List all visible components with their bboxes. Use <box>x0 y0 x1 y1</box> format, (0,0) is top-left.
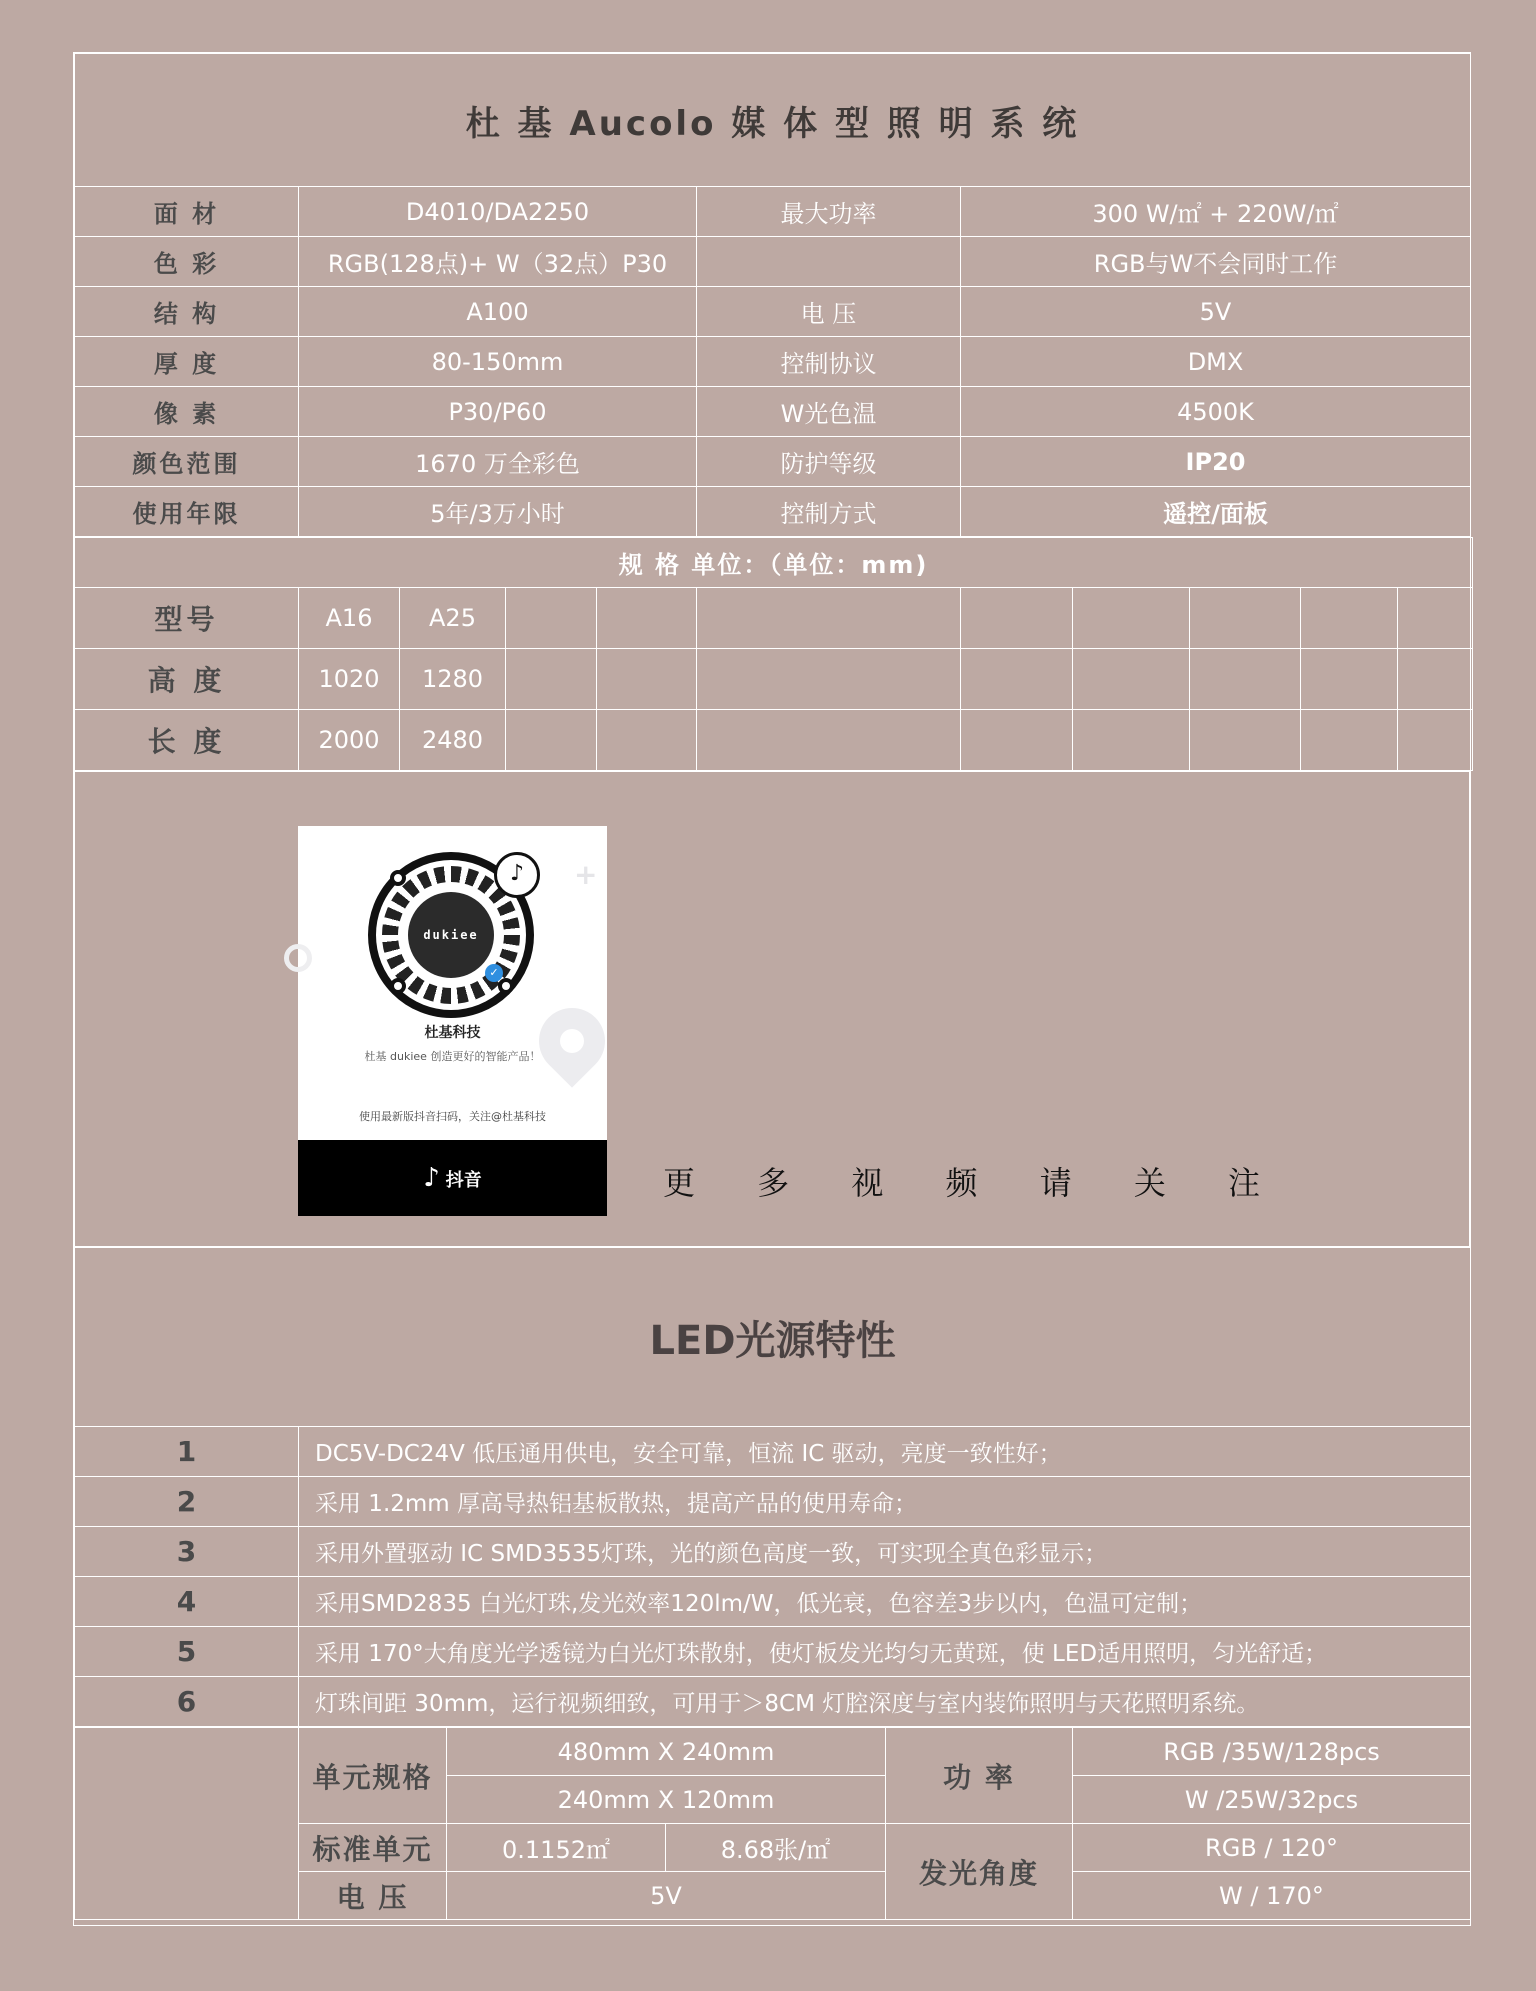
spec-value: 5年/3万小时 <box>299 487 697 537</box>
app-name: 抖音 <box>445 1170 482 1191</box>
size-cell-empty <box>597 649 697 710</box>
spec-label-2: 电 压 <box>697 287 961 337</box>
qr-code-logo: dukiee <box>408 892 494 978</box>
size-cell-empty <box>506 588 597 649</box>
led-section-title: LED光源特性 <box>75 1248 1471 1427</box>
size-cell-empty <box>1301 649 1398 710</box>
unit-power-label: 功 率 <box>886 1728 1073 1824</box>
size-cell-empty <box>697 710 961 771</box>
spec-value-2: IP20 <box>961 437 1471 487</box>
douyin-qr-card[interactable] <box>298 826 607 1216</box>
feature-row <box>75 1527 1471 1577</box>
feature-row <box>75 1427 1471 1477</box>
unit-spec-value: 240mm X 120mm <box>447 1776 886 1824</box>
feature-number: 2 <box>75 1477 299 1527</box>
feature-text: DC5V-DC24V 低压通用供电，安全可靠，恒流 IC 驱动，亮度一致性好； <box>299 1427 1471 1477</box>
unit-table <box>74 1727 1471 1920</box>
unit-blank-cell <box>75 1728 299 1920</box>
feature-text: 灯珠间距 30mm，运行视频细致，可用于＞8CM 灯腔深度与室内装饰照明与天花照明系统。 <box>299 1677 1471 1727</box>
spec-value: 80-150mm <box>299 337 697 387</box>
feature-row <box>75 1627 1471 1677</box>
size-cell-empty <box>1190 588 1301 649</box>
size-cell-empty <box>506 710 597 771</box>
size-cell-empty <box>1073 710 1190 771</box>
spec-label-2 <box>697 237 961 287</box>
promo-section <box>75 772 1469 1246</box>
size-cell-empty <box>1190 649 1301 710</box>
size-cell: 1020 <box>299 649 400 710</box>
size-cell-empty <box>597 588 697 649</box>
feature-number: 4 <box>75 1577 299 1627</box>
feature-text: 采用 1.2mm 厚高导热铝基板散热，提高产品的使用寿命； <box>299 1477 1471 1527</box>
spec-label: 像 素 <box>75 387 299 437</box>
led-table <box>74 1247 1471 1727</box>
size-cell-empty <box>961 588 1073 649</box>
spec-value-2: 遥控/面板 <box>961 487 1471 537</box>
size-row <box>75 649 1473 710</box>
spec-label: 颜色范围 <box>75 437 299 487</box>
size-cell-empty <box>597 710 697 771</box>
qr-finder-icon <box>390 978 406 994</box>
unit-voltage-value: 5V <box>447 1872 886 1920</box>
spec-label-2: 控制方式 <box>697 487 961 537</box>
spec-label: 使用年限 <box>75 487 299 537</box>
size-cell: 1280 <box>400 649 506 710</box>
size-cell-empty <box>506 649 597 710</box>
spec-value-2: 4500K <box>961 387 1471 437</box>
size-cell-empty <box>1398 710 1473 771</box>
unit-std-density: 8.68张/㎡ <box>666 1824 886 1872</box>
size-cell-empty <box>1301 588 1398 649</box>
qr-finder-icon <box>498 978 514 994</box>
plus-decoration-icon: + <box>574 858 598 891</box>
spec-value: P30/P60 <box>299 387 697 437</box>
spec-row <box>75 237 1471 287</box>
size-cell: A16 <box>299 588 400 649</box>
size-cell-empty <box>1073 588 1190 649</box>
spec-label: 面 材 <box>75 187 299 237</box>
spec-sheet <box>73 52 1471 1926</box>
spec-value: RGB(128点)+ W（32点）P30 <box>299 237 697 287</box>
feature-text: 采用SMD2835 白光灯珠,发光效率120lm/W，低光衰，色容差3步以内，色温可定制； <box>299 1577 1471 1627</box>
qr-finder-icon <box>390 870 406 886</box>
spec-label: 厚 度 <box>75 337 299 387</box>
size-cell: 2000 <box>299 710 400 771</box>
spec-label: 色 彩 <box>75 237 299 287</box>
feature-row <box>75 1477 1471 1527</box>
feature-row <box>75 1677 1471 1727</box>
unit-spec-label: 单元规格 <box>299 1728 447 1824</box>
page-title: 杜 基 Aucolo 媒 体 型 照 明 系 统 <box>75 54 1471 187</box>
size-cell-empty <box>1301 710 1398 771</box>
scan-hint: 使用最新版抖音扫码，关注@杜基科技 <box>359 1110 546 1123</box>
unit-spec-value: 480mm X 240mm <box>447 1728 886 1776</box>
account-slogan: 杜基 dukiee 创造更好的智能产品！ <box>364 1050 541 1063</box>
feature-number: 5 <box>75 1627 299 1677</box>
spec-label-2: 控制协议 <box>697 337 961 387</box>
feature-number: 6 <box>75 1677 299 1727</box>
unit-power-value: W /25W/32pcs <box>1073 1776 1471 1824</box>
account-name: 杜基科技 <box>424 1025 481 1041</box>
spec-row <box>75 187 1471 237</box>
size-cell-empty <box>961 649 1073 710</box>
unit-std-area: 0.1152㎡ <box>447 1824 666 1872</box>
size-row-label: 型号 <box>75 588 299 649</box>
size-cell-empty <box>961 710 1073 771</box>
spec-row <box>75 437 1471 487</box>
spec-row <box>75 287 1471 337</box>
spec-row <box>75 387 1471 437</box>
verified-badge-icon: ✓ <box>485 964 503 982</box>
spec-value: A100 <box>299 287 697 337</box>
feature-row <box>75 1577 1471 1627</box>
feature-number: 3 <box>75 1527 299 1577</box>
size-cell-empty <box>697 588 961 649</box>
size-row-label: 高 度 <box>75 649 299 710</box>
unit-power-value: RGB /35W/128pcs <box>1073 1728 1471 1776</box>
unit-std-label: 标准单元 <box>299 1824 447 1872</box>
spec-value-2: RGB与W不会同时工作 <box>961 237 1471 287</box>
tiktok-note-icon: ♪ <box>494 852 540 898</box>
unit-angle-value: RGB / 120° <box>1073 1824 1471 1872</box>
feature-number: 1 <box>75 1427 299 1477</box>
feature-text: 采用 170°大角度光学透镜为白光灯珠散射，使灯板发光均匀无黄斑，使 LED适用照明，匀光舒适； <box>299 1627 1471 1677</box>
spec-value: 1670 万全彩色 <box>299 437 697 487</box>
size-table <box>74 537 1473 771</box>
unit-angle-label: 发光角度 <box>886 1824 1073 1920</box>
promo-cell <box>75 772 1470 1247</box>
spec-value: D4010/DA2250 <box>299 187 697 237</box>
spec-value-2: 300 W/㎡ + 220W/㎡ <box>961 187 1471 237</box>
douyin-footer <box>298 1140 607 1216</box>
spec-value-2: DMX <box>961 337 1471 387</box>
unit-angle-value: W / 170° <box>1073 1872 1471 1920</box>
unit-voltage-label: 电 压 <box>299 1872 447 1920</box>
size-cell: 2480 <box>400 710 506 771</box>
spec-row <box>75 487 1471 537</box>
spec-label: 结 构 <box>75 287 299 337</box>
ring-decoration-icon <box>284 944 312 972</box>
size-cell-empty <box>1073 649 1190 710</box>
spec-table <box>74 53 1471 537</box>
size-cell-empty <box>1190 710 1301 771</box>
feature-text: 采用外置驱动 IC SMD3535灯珠，光的颜色高度一致，可实现全真色彩显示； <box>299 1527 1471 1577</box>
spec-label-2: W光色温 <box>697 387 961 437</box>
size-row <box>75 588 1473 649</box>
follow-text: 更 多 视 频 请 关 注 <box>663 1164 1287 1202</box>
size-row-label: 长 度 <box>75 710 299 771</box>
size-cell-empty <box>1398 649 1473 710</box>
spec-value-2: 5V <box>961 287 1471 337</box>
spec-label-2: 最大功率 <box>697 187 961 237</box>
tiktok-logo-icon: ♪ <box>423 1163 440 1193</box>
size-table-title: 规 格 单位：（单位：mm) <box>75 538 1473 588</box>
size-row <box>75 710 1473 771</box>
spec-label-2: 防护等级 <box>697 437 961 487</box>
promo-table <box>74 771 1470 1247</box>
size-cell: A25 <box>400 588 506 649</box>
size-cell-empty <box>1398 588 1473 649</box>
spec-row <box>75 337 1471 387</box>
size-cell-empty <box>697 649 961 710</box>
